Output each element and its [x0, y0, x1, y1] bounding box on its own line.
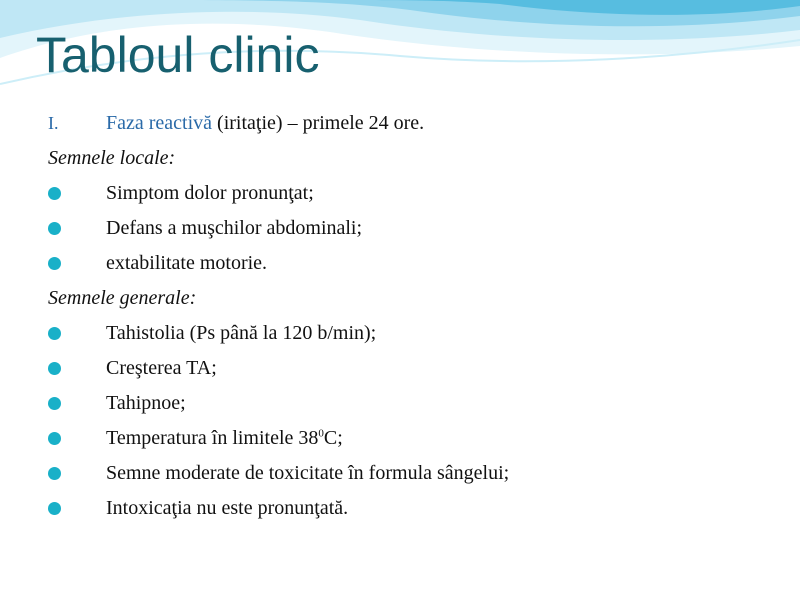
phase-text	[106, 106, 424, 141]
degree-superscript: 0	[318, 427, 324, 440]
local-signs-label: Semnele locale:	[48, 147, 176, 169]
list-item	[0, 491, 800, 526]
temperature-text	[106, 421, 343, 456]
list-item-text: Semne moderate de toxicitate în formula sângelui;	[106, 462, 510, 484]
roman-numeral: I.	[48, 113, 59, 133]
temperature-suffix: C;	[323, 427, 343, 449]
bullet-icon	[48, 257, 61, 270]
bullet-icon	[48, 502, 61, 515]
general-signs-label: Semnele generale:	[48, 287, 197, 309]
bullet-icon	[48, 397, 61, 410]
bullet-icon	[48, 432, 61, 445]
phase-heading	[0, 106, 800, 141]
section-heading-local	[0, 141, 800, 176]
list-item	[0, 211, 800, 246]
list-item-text: Creşterea TA;	[106, 357, 217, 379]
list-item-text: Tahistolia (Ps până la 120 b/min);	[106, 322, 377, 344]
bullet-icon	[48, 222, 61, 235]
bullet-icon	[48, 467, 61, 480]
list-item	[0, 351, 800, 386]
list-item	[0, 456, 800, 491]
list-item-text: Simptom dolor pronunţat;	[106, 182, 314, 204]
list-item-text: Defans a muşchilor abdominali;	[106, 217, 363, 239]
section-heading-general	[0, 281, 800, 316]
phase-name: Faza reactivă	[106, 112, 213, 134]
bullet-icon	[48, 327, 61, 340]
list-item	[0, 386, 800, 421]
list-item-text: Tahipnoe;	[106, 392, 186, 414]
list-item-text: Intoxicaţia nu este pronunţată.	[106, 497, 349, 519]
list-item	[0, 246, 800, 281]
list-item-text: extabilitate motorie.	[106, 252, 268, 274]
slide-body	[0, 106, 800, 526]
bullet-icon	[48, 362, 61, 375]
list-item	[0, 176, 800, 211]
page-title: Tabloul clinic	[36, 27, 320, 83]
list-item	[0, 421, 800, 456]
list-item	[0, 316, 800, 351]
bullet-icon	[48, 187, 61, 200]
temperature-prefix: Temperatura în limitele 38	[106, 427, 319, 449]
phase-description: (iritaţie) – primele 24 ore.	[212, 112, 425, 134]
